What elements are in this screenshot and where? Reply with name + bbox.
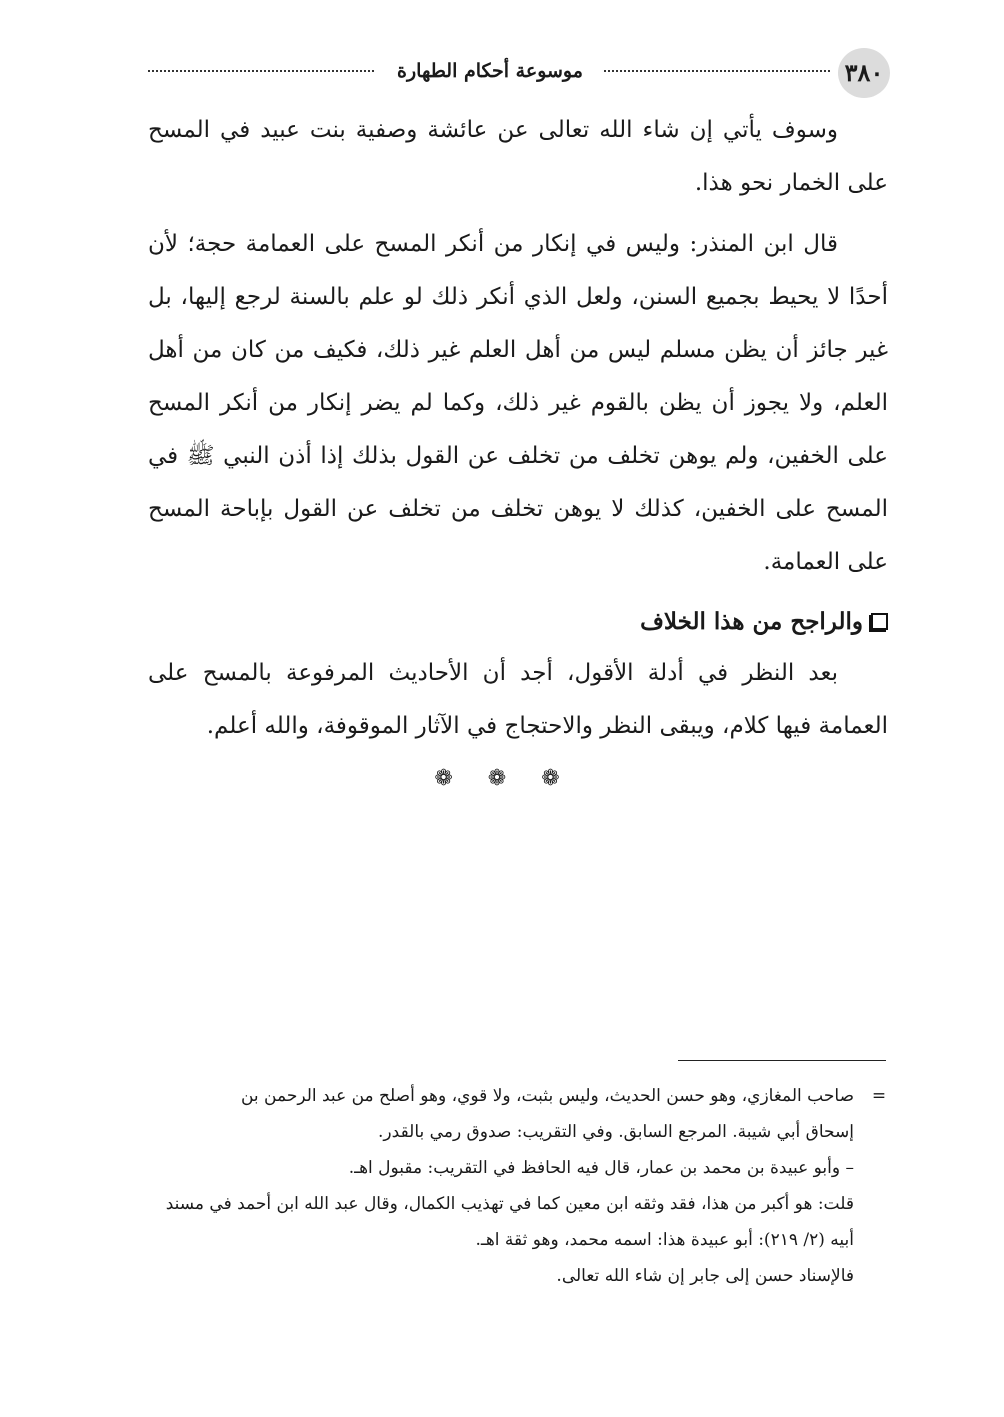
paragraph: وسوف يأتي إن شاء الله تعالى عن عائشة وصفية بنت عبيد في المسح على الخمار نحو هذا.	[148, 117, 888, 196]
section-heading	[148, 595, 888, 647]
header-dots-right	[604, 70, 830, 72]
footnote-rule	[678, 1060, 886, 1061]
main-text	[148, 104, 888, 753]
header-dots-left	[148, 70, 374, 72]
footnote-line	[148, 1078, 890, 1114]
flower-ornament-icon: ❁	[487, 766, 517, 791]
footnotes	[148, 1078, 890, 1294]
flower-ornament-icon: ❁	[434, 766, 463, 791]
section-heading-text: والراجح من هذا الخلاف	[640, 607, 863, 635]
paragraph: قال ابن المنذر: وليس في إنكار من أنكر المسح على العمامة حجة؛ لأن أحدًا لا يحيط بجميع السنن، ولعل الذي أنكر ذلك لو علم بالسنة لرجع إليها، بل غير جائز أن يظن مسلم ليس من أهل العلم غير ذلك، فكيف من كان من أهل العلم، ولا يجوز أن يظن بالقوم غير ذلك، وكما لم يضر إنكار من أنكر المسح على الخفين، ولم يوهن تخلف من تخلف عن القول بذلك إذا أذن النبي ﷺ في المسح على الخفين، كذلك لا يوهن تخلف من تخلف عن القول بإباحة المسح على العمامة.	[148, 231, 888, 575]
footnote-text: صاحب المغازي، وهو حسن الحديث، وليس بثبت، ولا قوي، وهو أصلح من عبد الرحمن بن	[240, 1086, 854, 1106]
ornament-divider	[0, 766, 1004, 791]
footnote-line: إسحاق أبي شيبة. المرجع السابق. وفي التقريب: صدوق رمي بالقدر.	[378, 1122, 854, 1142]
footnote-line: فالإسناد حسن إلى جابر إن شاء الله تعالى.	[556, 1266, 854, 1286]
square-bullet-icon	[871, 613, 888, 630]
conclusion-paragraph: بعد النظر في أدلة الأقول، أجد أن الأحاديث المرفوعة بالمسح على العمامة فيها كلام، ويبقى النظر والاحتجاج في الآثار الموقوفة، والله أعلم.	[148, 660, 888, 739]
flower-ornament-icon: ❁	[541, 766, 570, 791]
running-title: موسوعة أحكام الطهارة	[397, 60, 583, 82]
page-number: ٣٨٠	[838, 48, 890, 98]
footnote-continuation-marker: =	[871, 1086, 887, 1106]
footnote-line: – وأبو عبيدة بن محمد بن عمار، قال فيه الحافظ في التقريب: مقبول اهـ.	[348, 1158, 854, 1178]
running-header	[148, 48, 890, 98]
footnote-line: أبيه (٢/ ٢١٩): أبو عبيدة هذا: اسمه محمد، وهو ثقة اهـ.	[475, 1230, 854, 1250]
footnote-line: قلت: هو أكبر من هذا، فقد وثقه ابن معين كما في تهذيب الكمال، وقال عبد الله ابن أحمد في مسند	[165, 1194, 854, 1214]
